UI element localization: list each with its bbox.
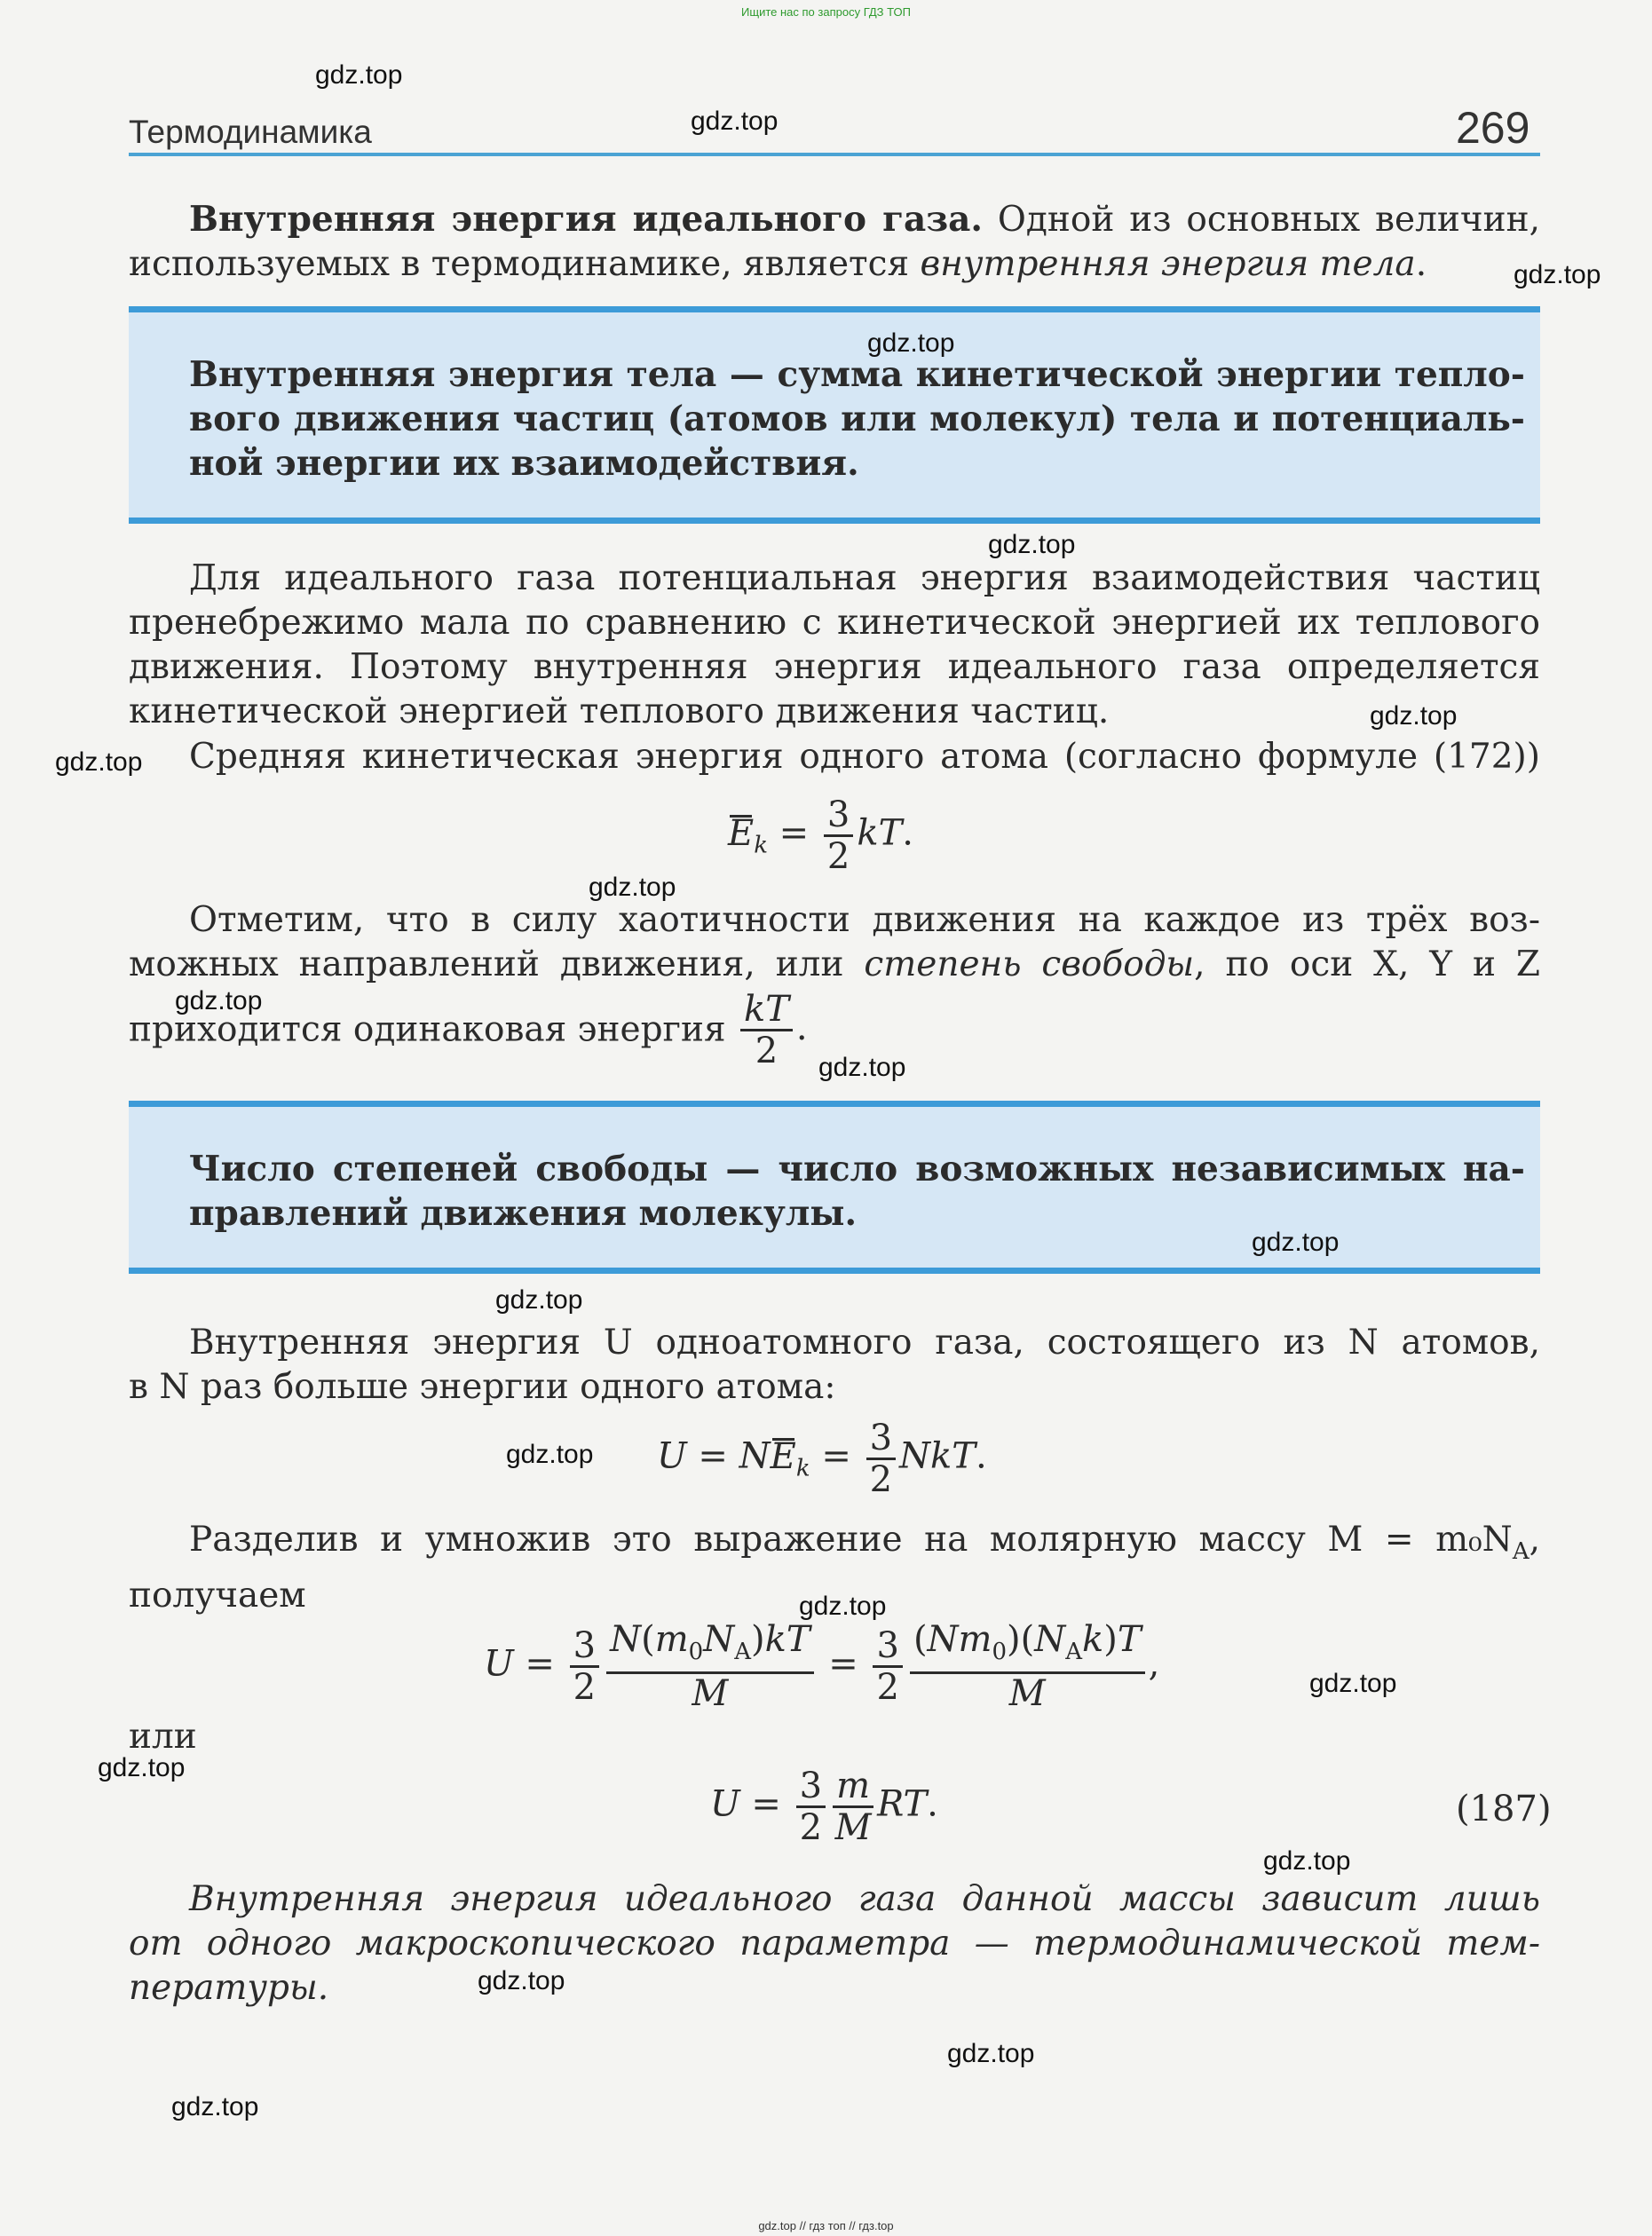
watermark: gdz.top xyxy=(315,60,403,90)
paragraph-line: Отметим, что в силу хаотичности движения на каждое из трёх воз- xyxy=(189,900,1540,940)
italic-term: степень свободы xyxy=(864,944,1195,984)
watermark: gdz.top xyxy=(175,986,263,1015)
word-or xyxy=(129,1715,1540,1759)
paragraph-line: пературы. xyxy=(129,1968,329,2008)
watermark: gdz.top xyxy=(55,747,143,777)
watermark: gdz.top xyxy=(171,2092,259,2121)
definition-rule-top xyxy=(129,306,1540,312)
paragraph-line: получаем xyxy=(129,1575,306,1616)
formula-internal-energy: $U = NE_k$ = $\frac{3}{2}$ NkT. xyxy=(657,1418,987,1500)
paragraph-line: Средняя кинетическая энергия одного атома (согласно формуле (172)) xyxy=(189,737,1540,777)
watermark: gdz.top xyxy=(799,1592,887,1621)
definition-line: Внутренняя энергия тела — сумма кинетической энергии тепло- xyxy=(189,354,1525,395)
definition-line: правлений движения молекулы. xyxy=(189,1193,858,1234)
paragraph-line: Внутренняя энергия идеального газа данной массы зависит лишь xyxy=(189,1879,1540,1919)
header-rule xyxy=(129,153,1540,156)
watermark: gdz.top xyxy=(988,530,1076,559)
paragraph-text: или xyxy=(129,1717,197,1757)
paragraph-line: в N раз больше энергии одного атома: xyxy=(129,1367,836,1407)
watermark: gdz.top xyxy=(818,1053,906,1082)
definition-line: вого движения частиц (атомов или молекул) тела и потенциаль- xyxy=(189,399,1525,439)
definition-line: Число степеней свободы — число возможных независимых на- xyxy=(189,1149,1525,1189)
paragraph-text: Разделив и умножив это выражение на молярную массу M = m₀N xyxy=(189,1520,1513,1560)
definition-line: ной энергии их взаимодействия. xyxy=(189,443,859,484)
watermark: gdz.top xyxy=(867,328,955,358)
paragraph-text: , xyxy=(1529,1520,1540,1560)
intro-bold-lead: Внутренняя энергия идеального газа. xyxy=(189,199,983,240)
definition-box-internal-energy xyxy=(129,306,1540,524)
paragraph-line: от одного макроскопического параметра — термодинамической тем- xyxy=(129,1924,1540,1963)
formula-kT-over-2: $\frac{kT}{2}$ . xyxy=(737,1007,808,1048)
watermark: gdz.top xyxy=(1514,260,1601,289)
intro-paragraph: Внутренняя энергия идеального газа. Одной из основных величин, используемых в термодинамике, является внутренняя энергия тела. xyxy=(129,199,1541,284)
paragraph-line: движения. Поэтому внутренняя энергия идеального газа определяется xyxy=(129,647,1540,687)
watermark: gdz.top xyxy=(495,1285,583,1315)
page-number: 269 xyxy=(1456,103,1530,153)
formula-average-kinetic-energy: $E_k$ = $\frac{3}{2}$ kT. xyxy=(728,794,914,877)
watermark: gdz.top xyxy=(98,1753,186,1782)
formula-molar-expansion: U = $\frac{3}{2}$ $\frac{N(m_0N_A)kT}{M}$ = $\frac{3}{2}$ $\frac{(Nm_0)(N_Ak)T}{M}$ , xyxy=(484,1619,1160,1714)
paragraph-line: приходится одинаковая энергия xyxy=(129,1009,726,1050)
watermark: gdz.top xyxy=(947,2039,1035,2068)
average-energy-paragraph xyxy=(129,735,1540,779)
degrees-paragraph xyxy=(129,898,1540,987)
paragraph-text: можных направлений движения, или xyxy=(129,944,844,984)
definition-rule-bottom xyxy=(129,518,1540,524)
definition-rule-top xyxy=(129,1101,1540,1107)
watermark: gdz.top xyxy=(691,107,779,136)
formula-187: U = $\frac{3}{2}$ $\frac{m}{M}$ RT. xyxy=(710,1766,938,1848)
subscript: A xyxy=(1512,1537,1529,1565)
watermark: gdz.top xyxy=(1370,701,1458,731)
ideal-gas-paragraph xyxy=(129,557,1540,734)
section-title: Термодинамика xyxy=(129,114,372,150)
conclusion-paragraph xyxy=(129,1877,1540,2011)
paragraph-line: кинетической энергией теплового движения частиц. xyxy=(129,691,1110,731)
watermark: gdz.top xyxy=(1309,1669,1397,1698)
paragraph-text: , по оси X, Y и Z xyxy=(1194,944,1540,984)
bottom-note: gdz.top // гдз топ // гдз.top xyxy=(758,2219,894,2232)
watermark: gdz.top xyxy=(506,1440,594,1469)
definition-rule-bottom xyxy=(129,1268,1540,1274)
paragraph-line: пренебрежимо мала по сравнению с кинетической энергией их теплового xyxy=(129,603,1540,643)
watermark: gdz.top xyxy=(1263,1846,1351,1876)
paragraph-line: Внутренняя энергия U одноатомного газа, состоящего из N атомов, xyxy=(189,1323,1540,1363)
top-note: Ищите нас по запросу ГДЗ ТОП xyxy=(741,5,911,19)
paragraph-line: Для идеального газа потенциальная энергия взаимодействия частиц xyxy=(189,558,1540,598)
intro-italic-term: внутренняя энергия тела xyxy=(920,244,1416,284)
watermark: gdz.top xyxy=(589,873,676,902)
internal-energy-paragraph xyxy=(129,1321,1540,1410)
watermark: gdz.top xyxy=(1252,1228,1340,1257)
watermark: gdz.top xyxy=(478,1966,565,1995)
equation-number: (187) xyxy=(1456,1789,1552,1829)
